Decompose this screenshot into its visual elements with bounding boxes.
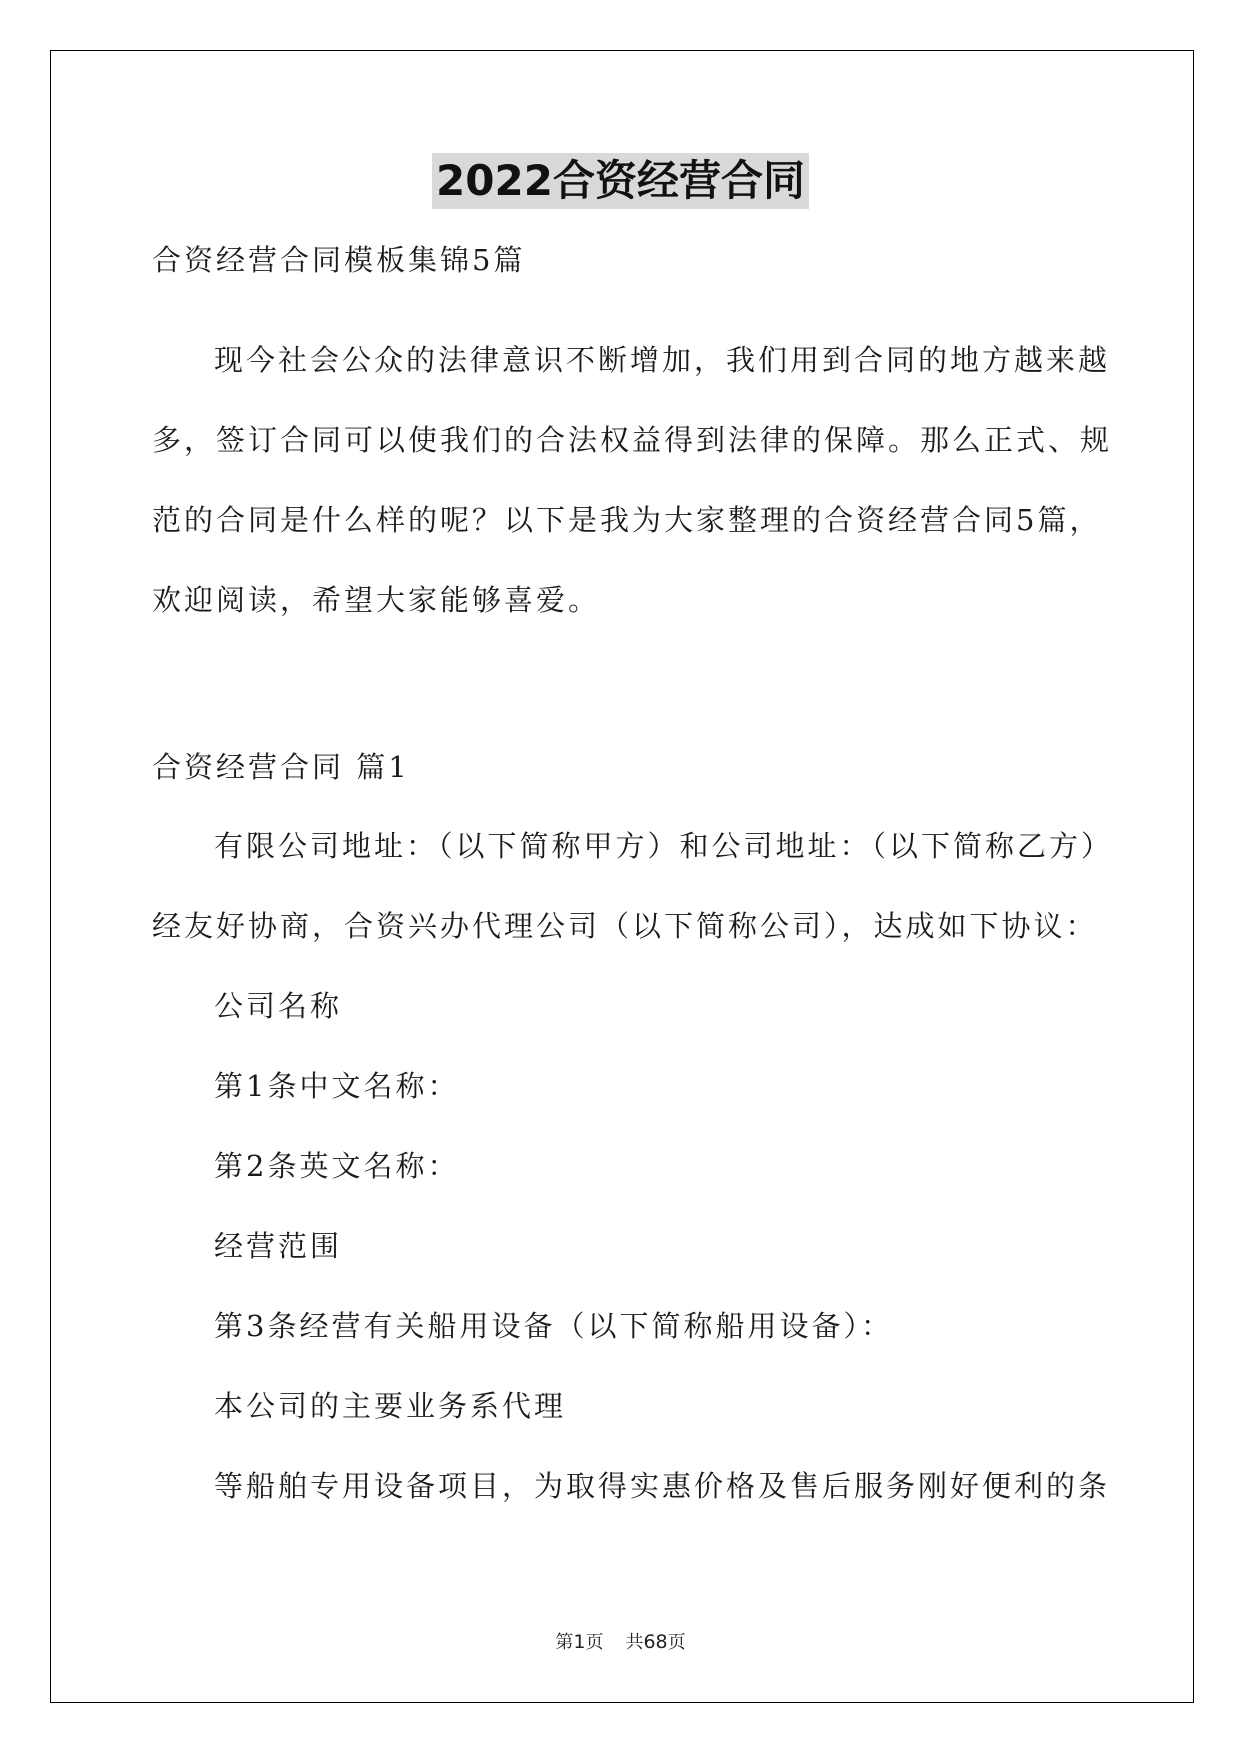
- document-title: 2022合资经营合同: [432, 153, 809, 209]
- title-block: [0, 153, 1241, 209]
- page-suffix: 页: [585, 1632, 604, 1653]
- intro-line-4: 欢迎阅读，希望大家能够喜爱。: [152, 583, 601, 617]
- page-border: [50, 50, 1194, 1703]
- intro-line-3: 范的合同是什么样的呢？以下是我为大家整理的合资经营合同5篇，: [152, 503, 1102, 537]
- body-line-4: 第1条中文名称：: [214, 1069, 460, 1103]
- current-page-number: 1: [573, 1631, 586, 1653]
- total-pages-number: 68: [643, 1631, 668, 1653]
- page-prefix: 第: [555, 1632, 574, 1653]
- document-subtitle: 合资经营合同模板集锦5篇: [152, 243, 526, 277]
- body-line-1: 有限公司地址：（以下简称甲方）和公司地址：（以下简称乙方）: [214, 829, 1114, 863]
- body-line-6: 经营范围: [214, 1229, 343, 1263]
- body-line-2: 经友好协商，合资兴办代理公司（以下简称公司），达成如下协议：: [152, 909, 1098, 943]
- total-prefix: 共: [625, 1632, 644, 1653]
- total-suffix: 页: [667, 1632, 686, 1653]
- body-line-3: 公司名称: [214, 989, 343, 1023]
- page-footer: [0, 1630, 1241, 1655]
- body-line-7: 第3条经营有关船用设备（以下简称船用设备）：: [214, 1309, 893, 1343]
- body-line-8: 本公司的主要业务系代理: [214, 1389, 567, 1423]
- intro-line-1: 现今社会公众的法律意识不断增加，我们用到合同的地方越来越: [214, 343, 1111, 377]
- intro-line-2: 多，签订合同可以使我们的合法权益得到法律的保障。那么正式、规: [152, 423, 1113, 457]
- section-heading: 合资经营合同 篇1: [152, 750, 410, 784]
- body-line-5: 第2条英文名称：: [214, 1149, 460, 1183]
- body-line-9: 等船舶专用设备项目，为取得实惠价格及售后服务刚好便利的条: [214, 1469, 1111, 1503]
